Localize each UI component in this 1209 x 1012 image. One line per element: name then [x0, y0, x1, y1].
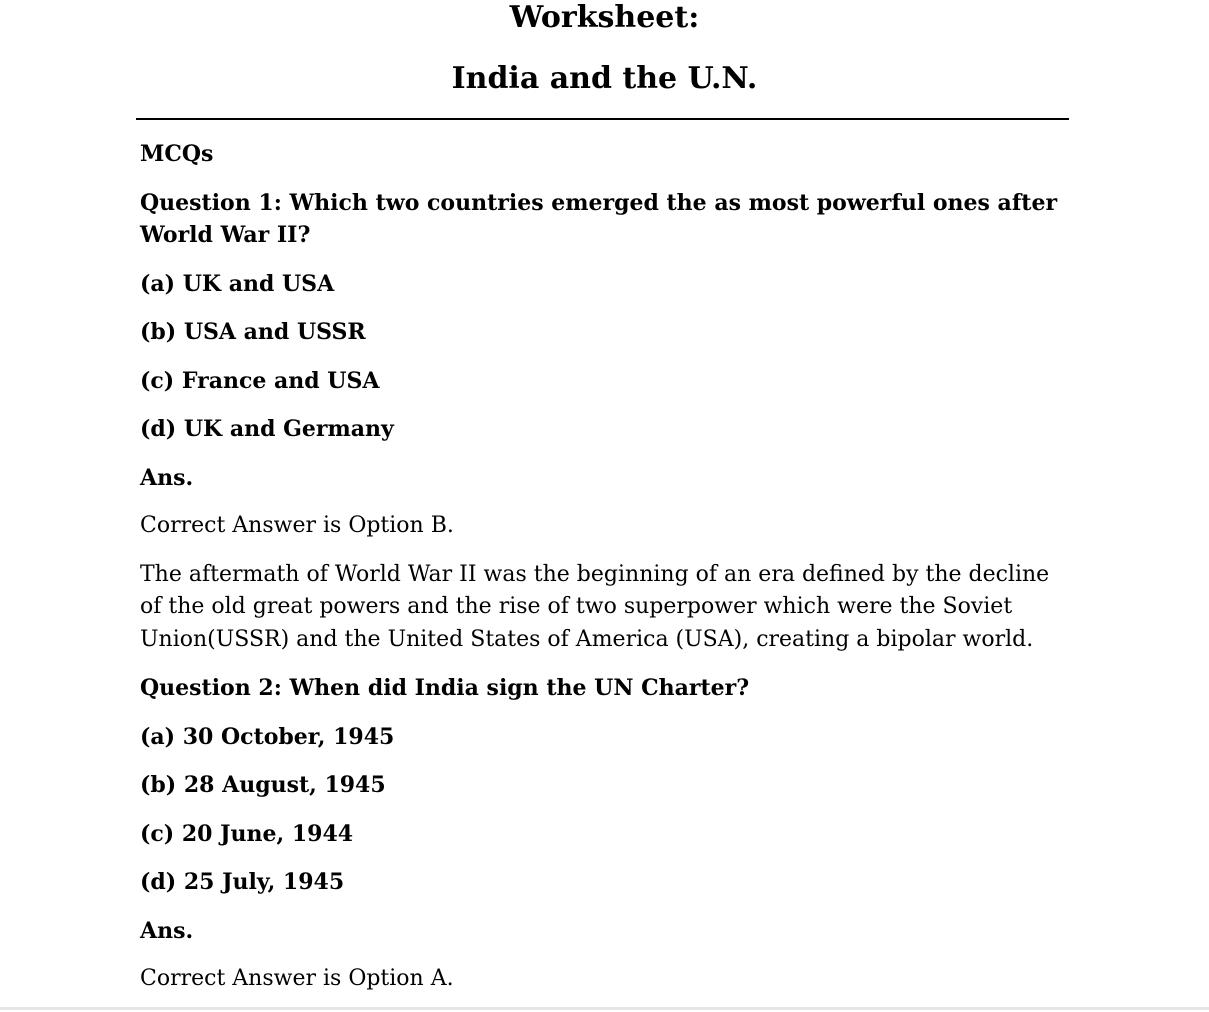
option-c: (c) 20 June, 1944 — [140, 820, 354, 847]
option-a: (a) 30 October, 1945 — [140, 723, 395, 750]
answer-explanation: The aftermath of World War II was the beginning of an era defined by the decline of the old great powers and the rise of two superpower which were the Soviet Union(USSR) and the United States of America (USA), creating a bipolar world. — [140, 561, 1050, 652]
page-title: Worksheet: — [509, 0, 700, 35]
option-b: (b) 28 August, 1945 — [140, 772, 386, 798]
option-d: (d) 25 July, 1945 — [140, 869, 345, 895]
answer-label: Ans. — [140, 917, 194, 944]
page-subtitle: India and the U.N. — [451, 61, 758, 96]
answer-text: Correct Answer is Option A. — [140, 966, 454, 991]
question-block-1 — [140, 187, 1065, 657]
section-label: MCQs — [140, 141, 214, 167]
option-d: (d) UK and Germany — [140, 416, 394, 442]
worksheet-body — [140, 138, 1065, 1012]
option-a: (a) UK and USA — [140, 270, 335, 297]
question-block-2 — [140, 672, 1065, 996]
option-b: (b) USA and USSR — [140, 319, 366, 345]
title-divider — [136, 118, 1069, 120]
question-text: Question 2: When did India sign the UN Charter? — [140, 675, 750, 701]
answer-label: Ans. — [140, 464, 194, 491]
question-text: Question 1: Which two countries emerged the as most powerful ones after World War II? — [140, 189, 1058, 248]
option-c: (c) France and USA — [140, 367, 380, 394]
answer-text: Correct Answer is Option B. — [140, 513, 454, 538]
